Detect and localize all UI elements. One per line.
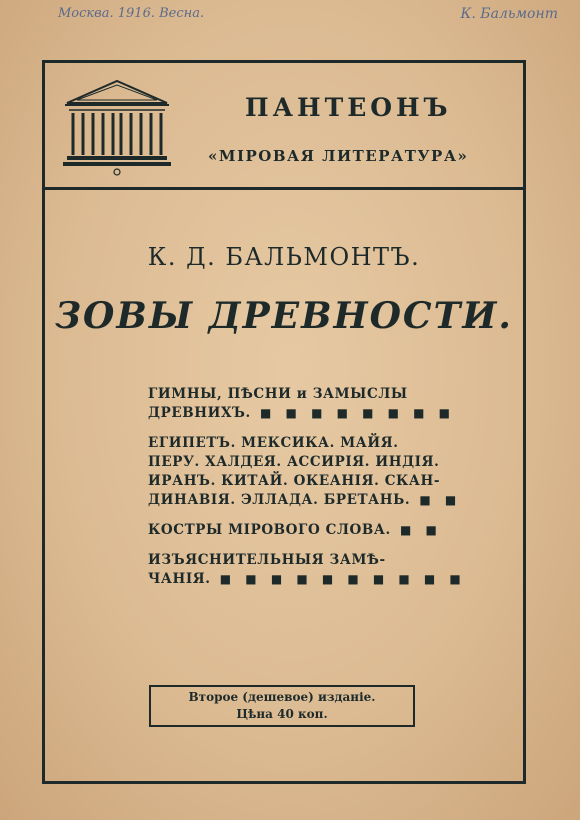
contents-list <box>148 385 466 600</box>
contents-line: ПЕРУ. ХАЛДЕЯ. АССИРІЯ. ИНДІЯ. <box>148 454 440 470</box>
edition-label: Второе (дешевое) изданіе. <box>188 690 376 704</box>
leader-dots: ■ ■ ■ ■ ■ ■ ■ ■ ■ ■ <box>210 572 466 586</box>
contents-line-text: ДРЕВНИХЪ. <box>148 405 251 421</box>
contents-line: ИРАНЪ. КИТАЙ. ОКЕАНІЯ. СКАН- <box>148 473 441 489</box>
contents-line-text: ДИНАВІЯ. ЭЛЛАДА. БРЕТАНЬ. <box>148 492 411 508</box>
contents-line <box>148 521 442 540</box>
contents-line-text: ЧАНІЯ. <box>148 571 211 587</box>
contents-line-text: КОСТРЫ МІРОВОГО СЛОВА. <box>148 522 391 538</box>
contents-section <box>148 385 455 423</box>
pantheon-temple-icon <box>61 77 173 177</box>
contents-line <box>148 570 466 589</box>
publisher-header <box>45 63 523 190</box>
cover-frame <box>42 60 526 784</box>
publisher-name: ПАНТЕОНЪ <box>245 93 452 122</box>
contents-section <box>148 434 462 510</box>
contents-line <box>148 491 462 510</box>
contents-line: ЕГИПЕТЪ. МЕКСИКА. МАЙЯ. <box>148 435 399 451</box>
contents-section <box>148 521 442 540</box>
leader-dots: ■ ■ <box>410 493 462 507</box>
contents-line: ГИМНЫ, ПѢСНИ и ЗАМЫСЛЫ <box>148 386 408 402</box>
price-box <box>149 685 415 727</box>
author-name: К. Д. БАЛЬМОНТЪ. <box>147 243 421 271</box>
handwritten-signature: К. Бальмонт <box>460 6 558 22</box>
leader-dots: ■ ■ ■ ■ ■ ■ ■ ■ <box>250 406 455 420</box>
handwritten-note: Москва. 1916. Весна. <box>58 6 205 21</box>
contents-line <box>148 404 455 423</box>
contents-section <box>148 551 466 589</box>
book-title: ЗОВЫ ДРЕВНОСТИ. <box>55 295 513 337</box>
leader-dots: ■ ■ <box>390 523 442 537</box>
series-name: «МІРОВАЯ ЛИТЕРАТУРА» <box>208 147 469 165</box>
price-label: Цѣна 40 коп. <box>236 707 328 721</box>
contents-line: ИЗЪЯСНИТЕЛЬНЫЯ ЗАМѢ- <box>148 552 386 568</box>
